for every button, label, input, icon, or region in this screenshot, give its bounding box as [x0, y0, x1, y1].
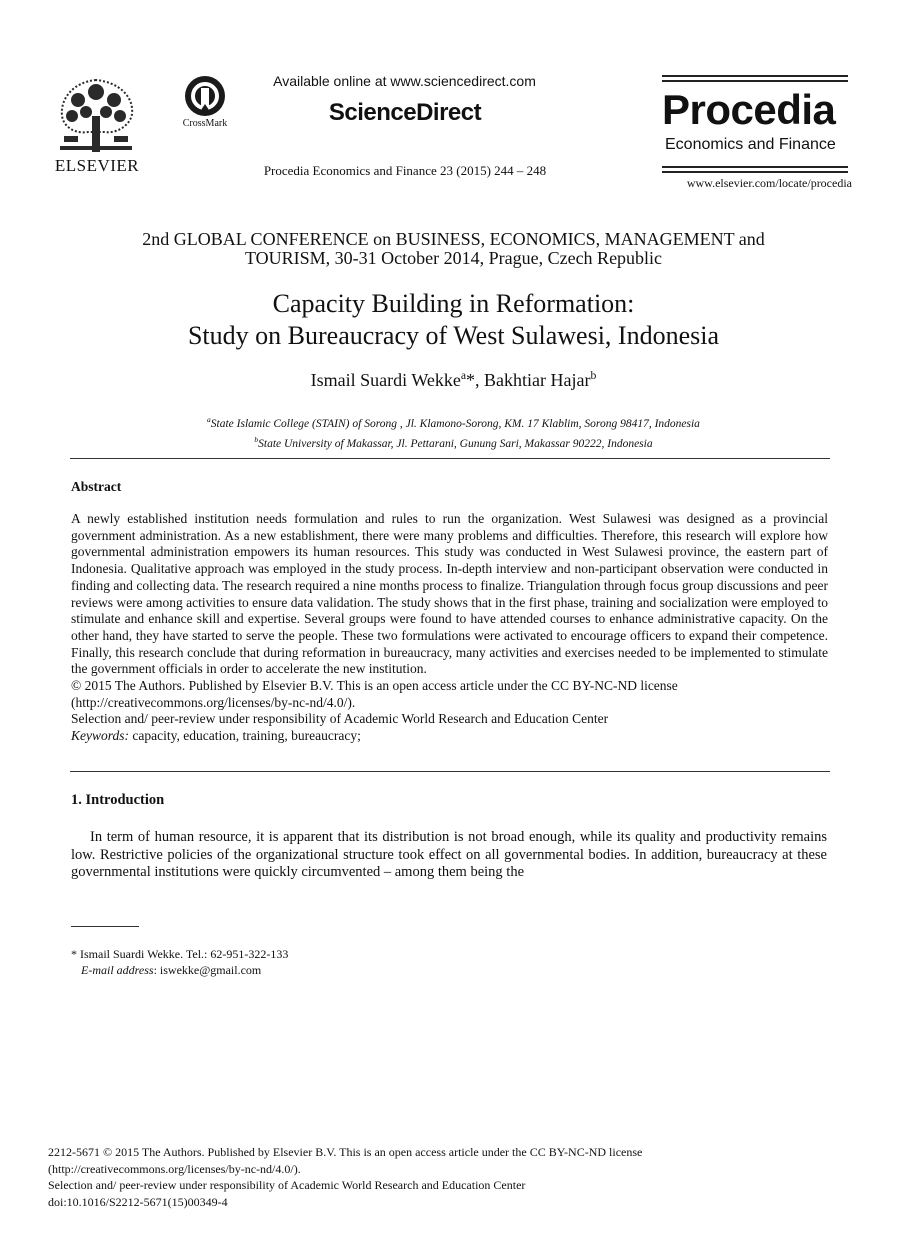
journal-brand-logo: Procedia: [662, 86, 836, 133]
affiliation-marker: a: [207, 415, 211, 424]
journal-reference: Procedia Economics and Finance 23 (2015) 244 – 248: [263, 163, 547, 178]
journal-logo-rule: [662, 80, 848, 82]
footer-doi[interactable]: doi:10.1016/S2212-5671(15)00349-4: [48, 1194, 228, 1209]
journal-logo-rule: [662, 171, 848, 173]
conference-line: TOURISM, 30-31 October 2014, Prague, Czech Republic: [244, 248, 663, 268]
section-divider: [70, 458, 830, 459]
journal-url-link[interactable]: www.elsevier.com/locate/procedia: [686, 176, 852, 190]
footer-peer-review: Selection and/ peer-review under responsibility of Academic World Research and Education Center: [48, 1178, 526, 1192]
affiliations: [60, 412, 847, 452]
crossmark-label: CrossMark: [182, 118, 228, 129]
corresponding-marker: *,: [466, 370, 485, 390]
conference-line: 2nd GLOBAL CONFERENCE on BUSINESS, ECONOMICS, MANAGEMENT and: [142, 229, 765, 249]
keywords: [71, 728, 828, 745]
corresponding-author-footnote: [71, 947, 571, 978]
abstract-text: A newly established institution needs formulation and rules to run the organization. West Sulawesi was designed as a provincial government administration. As a new establishment, there were many problems and difficulties. Therefore, this research will explore how governmental administration empowers its human resources. This study was conducted in West Sulawesi province, the eastern part of Indonesia. Qualitative approach was employed in the study process. In-depth interview and non-participant observation were conducted in finding and collecting data. The research required a nine months process to finalize. Triangulation through focus group discussions and peer reviews were among activities to ensure data validation. The study shows that in the first phase, training and socialization were employed to stimulate and enhance skill and expertise. Several groups were found to have attended courses to enhance administrative capacity. On the other hand, they have started to serve the people. These two formulations were activated to encourage officers to expand their competence. Finally, this research conclude that during reformation in bureaucracy, many activities and exercises needed to be implemented to stimulate the government officials in order to accelerate the new institution.: [71, 511, 828, 677]
affiliation-marker: b: [254, 434, 259, 444]
journal-logo-rule: [662, 75, 848, 77]
affiliation-marker: b: [590, 369, 597, 382]
footnote-contact: * Ismail Suardi Wekke. Tel.: 62-951-322-133: [71, 947, 289, 961]
author-name: Bakhtiar Hajar: [484, 370, 591, 390]
available-online-text: Available online at www.sciencedirect.com: [273, 73, 536, 89]
crossmark-badge[interactable]: [176, 76, 234, 136]
email-label: E-mail address: [81, 962, 154, 977]
introduction-heading: 1. Introduction: [71, 792, 165, 808]
author-list: [60, 369, 847, 391]
paper-title: [60, 288, 847, 352]
crossmark-icon: [185, 76, 225, 116]
footnote-email: [71, 963, 571, 979]
email-value[interactable]: : iswekke@gmail.com: [153, 962, 262, 977]
license-link[interactable]: (http://creativecommons.org/licenses/by-nc-nd/4.0/).: [71, 694, 356, 710]
footer-license-line: 2212-5671 © 2015 The Authors. Published by Elsevier B.V. This is an open access article under the CC BY-NC-ND license: [48, 1145, 643, 1159]
author-name: Ismail Suardi Wekke: [310, 370, 461, 390]
footnote-divider: [71, 926, 139, 927]
title-line: Capacity Building in Reformation:: [272, 289, 635, 318]
abstract-heading: Abstract: [71, 479, 122, 494]
elsevier-tree-icon: [54, 76, 138, 154]
journal-subtitle: Economics and Finance: [665, 136, 836, 153]
footer-license-link[interactable]: (http://creativecommons.org/licenses/by-nc-nd/4.0/).: [48, 1161, 301, 1176]
peer-review-note: Selection and/ peer-review under responsibility of Academic World Research and Education Center: [71, 711, 609, 727]
affiliation-marker: a: [460, 369, 467, 382]
affiliation-text: State University of Makassar, Jl. Pettarani, Gunung Sari, Makassar 90222, Indonesia: [258, 437, 653, 450]
abstract-section: [71, 511, 828, 745]
journal-logo-rule: [662, 166, 848, 168]
sciencedirect-logo: ScienceDirect: [328, 99, 482, 126]
elsevier-logo: [50, 76, 144, 176]
conference-name: [60, 230, 847, 268]
keywords-label: Keywords:: [71, 728, 129, 744]
license-footer: [48, 1144, 848, 1210]
copyright-notice: © 2015 The Authors. Published by Elsevier B.V. This is an open access article under the CC BY-NC-ND license: [71, 678, 678, 694]
title-line: Study on Bureaucracy of West Sulawesi, Indonesia: [187, 321, 720, 350]
affiliation-item: [60, 412, 847, 432]
introduction-section: [71, 829, 827, 882]
affiliation-text: State Islamic College (STAIN) of Sorong , Jl. Klamono-Sorong, KM. 17 Klablim, Sorong 98417, Indonesia: [210, 417, 700, 430]
section-divider: [70, 771, 830, 772]
affiliation-item: [60, 432, 847, 452]
introduction-paragraph: In term of human resource, it is apparent that its distribution is not broad enough, while its quality and productivity remains low. Restrictive policies of the organizational structure took effect on all governmental bodies. In addition, bureaucracy at these governmental institutions were quickly circumvented – among them being the: [71, 829, 827, 881]
keywords-list: capacity, education, training, bureaucracy;: [129, 728, 361, 744]
publisher-name: ELSEVIER: [54, 156, 140, 175]
